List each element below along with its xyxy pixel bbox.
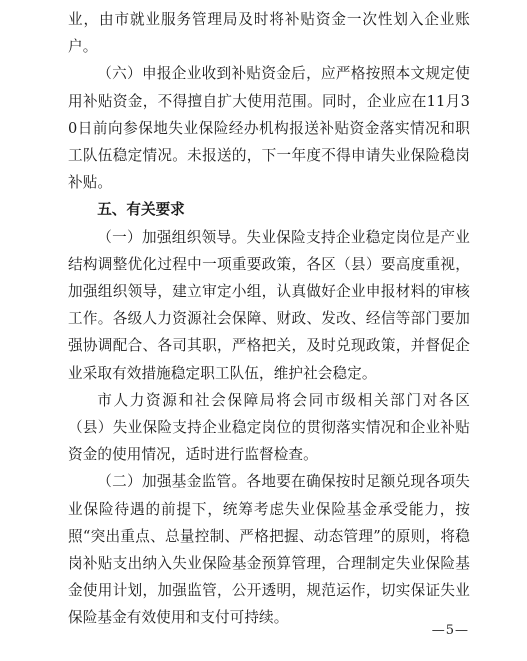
paragraph-4: 市人力资源和社会保障局将会同市级相关部门对各区（县）失业保险支持企业稳定岗位的贯彻落实情况和企业补贴资金的使用情况，适时进行监督检查。: [68, 391, 470, 464]
paragraph-2: （六）申报企业收到补贴资金后，应严格按照本文规定使用补贴资金，不得擅自扩大使用范围。同时，企业应在11月30日前向参保地失业保险经办机构报送补贴资金落实情况和职工队伍稳定情况。未报送的，下一年度不得申请失业保险稳岗补贴。: [68, 65, 470, 192]
paragraph-3: （一）加强组织领导。失业保险支持企业稳定岗位是产业结构调整优化过程中一项重要政策，各区（县）要高度重视，加强组织领导，建立审定小组，认真做好企业申报材料的审核工作。各级人力资源社会保障、财政、发改、经信等部门要加强协调配合、各司其职，严格把关，及时兑现政策，并督促企业采取有效措施稳定职工队伍，维护社会稳定。: [68, 228, 470, 382]
paragraph-1: 业，由市就业服务管理局及时将补贴资金一次性划入企业账户。: [68, 11, 470, 56]
paragraph-5: （二）加强基金监管。各地要在确保按时足额兑现各项失业保险待遇的前提下，统筹考虑失业保险基金承受能力，按照“突出重点、总量控制、严格把握、动态管理”的原则，将稳岗补贴支出纳入失业保险基金预算管理，合理制定失业保险基金使用计划，加强监管，公开透明，规范运作，切实保证失业保险基金有效使用和支付可持续。: [68, 473, 470, 627]
document-body: [68, 6, 470, 632]
page-number: —5—: [431, 623, 469, 638]
section-heading: 五、有关要求: [97, 201, 185, 219]
